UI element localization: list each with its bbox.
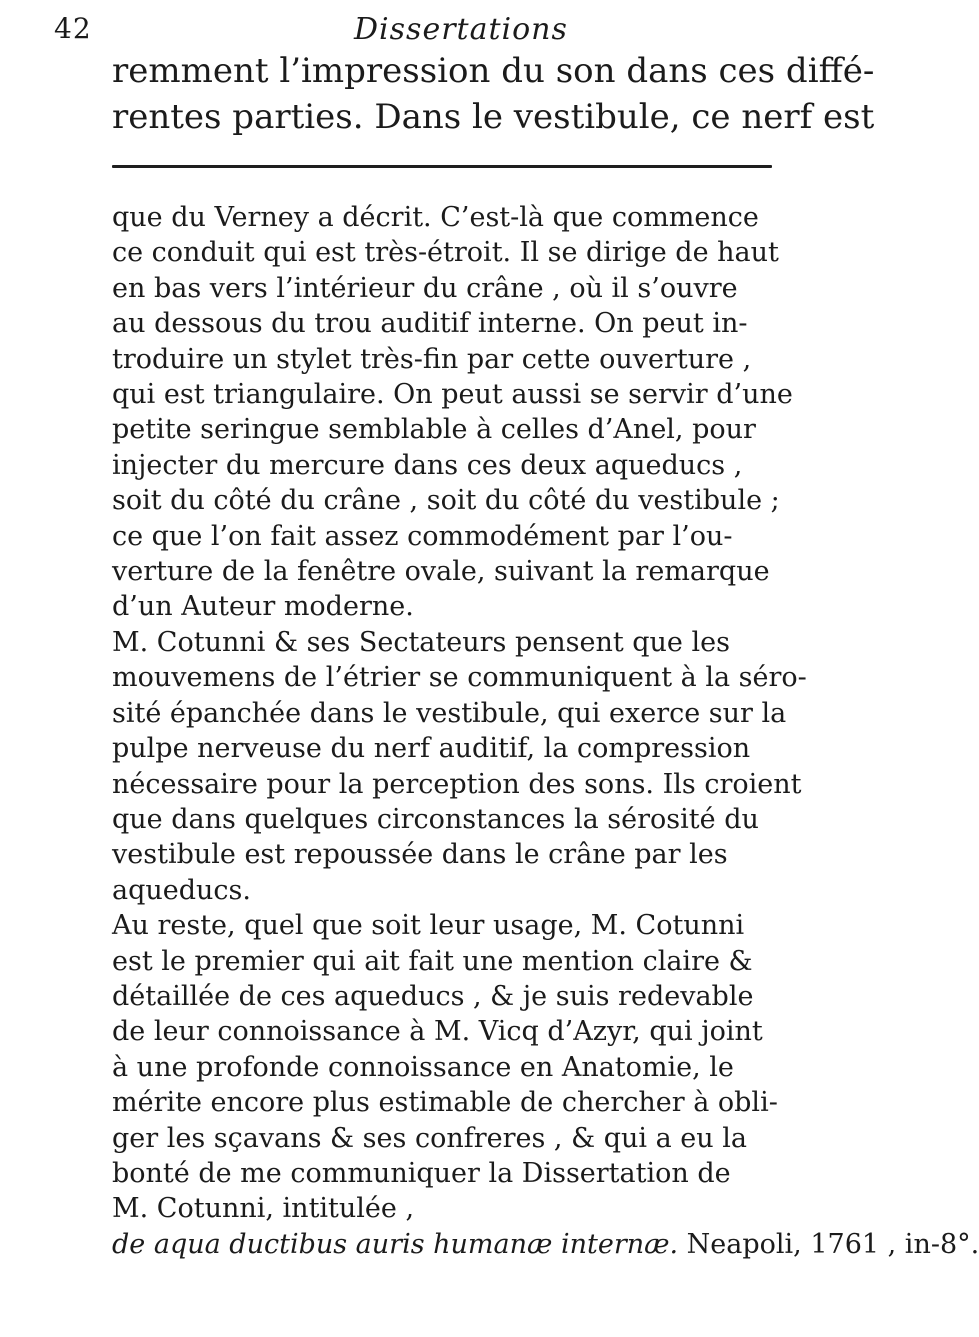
text-line: en bas vers l’intérieur du crâne , où il s’ouvre: [112, 272, 738, 304]
text-line: petite seringue semblable à celles d’Anel, pour: [112, 414, 756, 446]
running-head: [54, 12, 754, 52]
text-line: de leur connoissance à M. Vicq d’Azyr, qui joint: [112, 1016, 763, 1048]
text-line: aqueducs.: [112, 874, 251, 906]
text-line: verture de la fenêtre ovale, suivant la remarque: [112, 556, 770, 588]
text-line: sité épanchée dans le vestibule, qui exerce sur la: [112, 697, 787, 729]
running-title: Dissertations: [354, 12, 568, 47]
body-text: [112, 200, 979, 1262]
text-line: ce conduit qui est très-étroit. Il se dirige de haut: [112, 237, 779, 269]
text-line: détaillée de ces aqueducs , & je suis redevable: [112, 980, 754, 1012]
top-paragraph: [112, 48, 875, 140]
text-line: [112, 1227, 979, 1262]
text-line: que dans quelques circonstances la sérosité du: [112, 803, 759, 835]
text-line: ger les sçavans & ses confreres , & qui a eu la: [112, 1122, 747, 1154]
text-line: que du Verney a décrit. C’est-là que commence: [112, 202, 759, 233]
text-line: mouvemens de l’étrier se communiquent à la séro-: [112, 662, 807, 694]
text-line: remment l’impression du son dans ces diffé-: [112, 51, 875, 91]
dissertation-title: de aqua ductibus auris humanæ internæ.: [112, 1228, 679, 1260]
text-line: nécessaire pour la perception des sons. Ils croient: [112, 768, 802, 800]
text-line: d’un Auteur moderne.: [112, 591, 414, 623]
text-line: vestibule est repoussée dans le crâne par les: [112, 839, 728, 871]
text-line: à une profonde connoissance en Anatomie, le: [112, 1051, 734, 1083]
text-line: M. Cotunni & ses Sectateurs pensent que les: [112, 626, 730, 658]
text-line: qui est triangulaire. On peut aussi se servir d’une: [112, 379, 793, 411]
text-line: soit du côté du crâne , soit du côté du vestibule ;: [112, 485, 780, 517]
text-line: est le premier qui ait fait une mention claire &: [112, 945, 753, 977]
page-number: 42: [54, 12, 92, 45]
text-line: au dessous du trou auditif interne. On peut in-: [112, 308, 748, 340]
text-line: injecter du mercure dans ces deux aqueducs ,: [112, 449, 743, 481]
text-line: pulpe nerveuse du nerf auditif, la compression: [112, 733, 751, 765]
text-line: ce que l’on fait assez commodément par l’ou-: [112, 520, 733, 552]
text-line: Au reste, quel que soit leur usage, M. Cotunni: [112, 910, 745, 942]
text-line: rentes parties. Dans le vestibule, ce nerf est: [112, 97, 875, 137]
text-line: bonté de me communiquer la Dissertation de: [112, 1157, 731, 1189]
text-line: troduire un stylet très-fin par cette ouverture ,: [112, 343, 752, 375]
publication-info: Neapoli, 1761 , in-8°.: [678, 1228, 979, 1260]
text-line: M. Cotunni, intitulée ,: [112, 1193, 415, 1225]
text-line: mérite encore plus estimable de chercher à obli-: [112, 1087, 778, 1119]
section-rule: [112, 165, 772, 168]
